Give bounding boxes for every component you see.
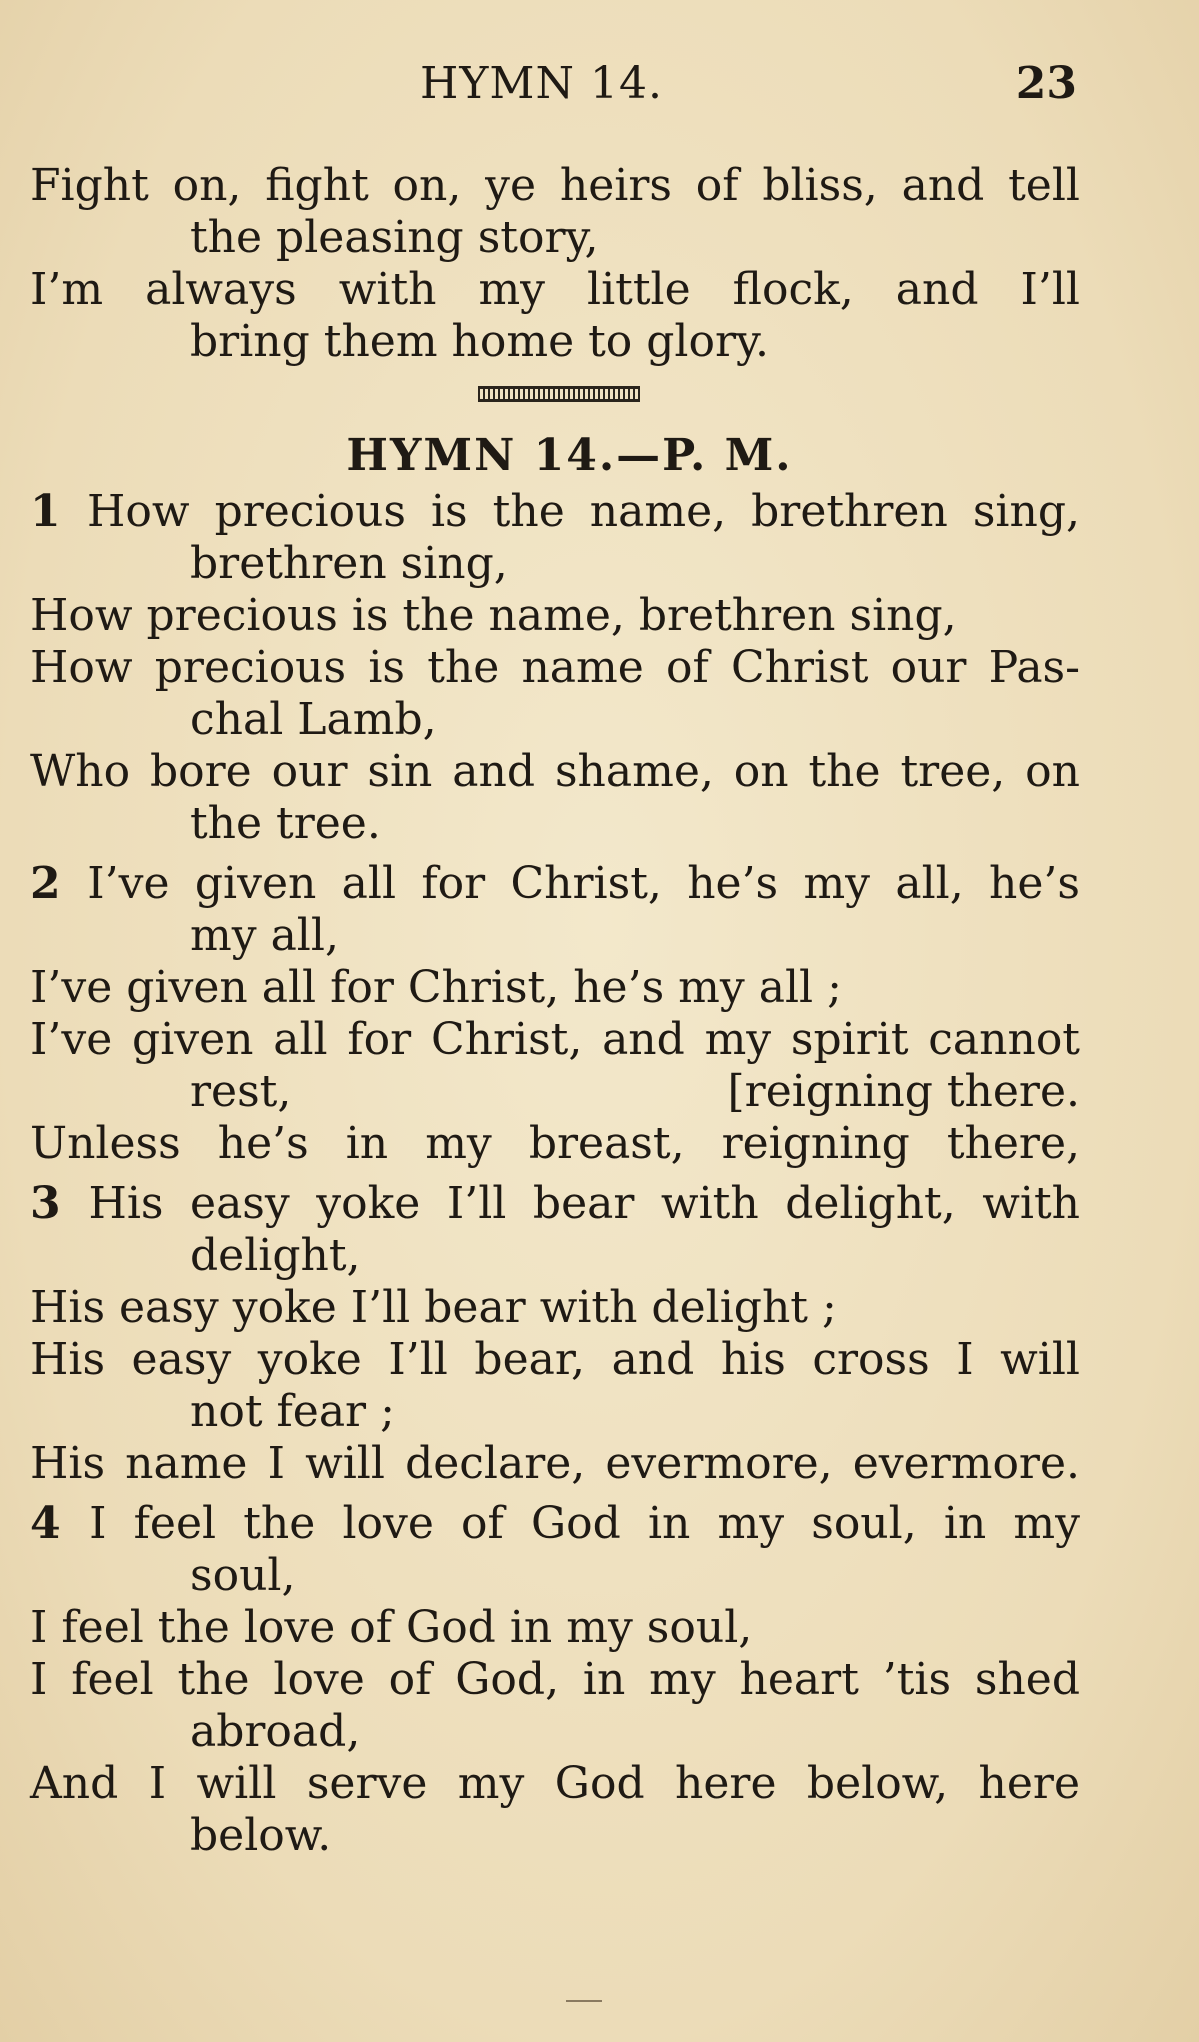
text-line bbox=[30, 1706, 1080, 1758]
line-text: I feel the love of God, in my heart ’tis shed bbox=[30, 1654, 1080, 1705]
line-text: not fear ; bbox=[190, 1386, 395, 1437]
line-text: His easy yoke I’ll bear, and his cross I will bbox=[30, 1334, 1080, 1385]
text-line bbox=[30, 1498, 1080, 1550]
line-text: I’m always with my little flock, and I’ll bbox=[30, 264, 1080, 315]
line-text: I feel the love of God in my soul, in my bbox=[89, 1498, 1080, 1549]
line-text: I feel the love of God in my soul, bbox=[30, 1602, 753, 1653]
text-line bbox=[30, 962, 1080, 1014]
line-text: His easy yoke I’ll bear with delight ; bbox=[30, 1282, 837, 1333]
line-text: I’ve given all for Christ, he’s my all ; bbox=[30, 962, 842, 1013]
line-text: His name I will declare, evermore, evermore. bbox=[30, 1438, 1080, 1489]
text-line bbox=[30, 1438, 1080, 1490]
text-line bbox=[30, 160, 1080, 212]
bracket-continuation: [reigning there. bbox=[727, 1066, 1080, 1117]
text-line bbox=[30, 316, 1080, 368]
text-line bbox=[30, 1550, 1080, 1602]
line-text: chal Lamb, bbox=[190, 694, 437, 745]
text-line bbox=[30, 1602, 1080, 1654]
line-text: below. bbox=[190, 1810, 332, 1861]
text-line bbox=[30, 590, 1080, 642]
line-text: Unless he’s in my breast, reigning there, bbox=[30, 1118, 1080, 1169]
line-text: the tree. bbox=[190, 798, 381, 849]
text-line bbox=[30, 694, 1080, 746]
page-header bbox=[0, 58, 1199, 118]
text-line bbox=[30, 1758, 1080, 1810]
line-text: my all, bbox=[190, 910, 339, 961]
verse-1 bbox=[30, 486, 1080, 850]
text-line bbox=[30, 1014, 1080, 1066]
line-text: How precious is the name, brethren sing, bbox=[87, 486, 1080, 537]
line-text: delight, bbox=[190, 1230, 361, 1281]
text-line bbox=[30, 798, 1080, 850]
text-line bbox=[30, 858, 1080, 910]
line-text: soul, bbox=[190, 1550, 296, 1601]
verse-2 bbox=[30, 858, 1080, 1170]
text-line bbox=[30, 1282, 1080, 1334]
line-text: Fight on, fight on, ye heirs of bliss, and tell bbox=[30, 160, 1080, 211]
text-line bbox=[30, 486, 1080, 538]
line-text: rest, bbox=[190, 1066, 292, 1117]
line-text: How precious is the name, brethren sing, bbox=[30, 590, 957, 641]
verse-number: 3 bbox=[30, 1178, 89, 1229]
line-text: I’ve given all for Christ, and my spirit cannot bbox=[30, 1014, 1080, 1065]
text-line bbox=[30, 1230, 1080, 1282]
verse-4 bbox=[30, 1498, 1080, 1862]
line-text: I’ve given all for Christ, he’s my all, he’s bbox=[87, 858, 1081, 909]
text-line bbox=[30, 212, 1080, 264]
line-text: And I will serve my God here below, here bbox=[30, 1758, 1080, 1809]
text-line bbox=[30, 1386, 1080, 1438]
line-text: abroad, bbox=[190, 1706, 361, 1757]
line-text: His easy yoke I’ll bear with delight, with bbox=[88, 1178, 1080, 1229]
line-text: bring them home to glory. bbox=[190, 316, 770, 367]
verse-number: 4 bbox=[30, 1498, 90, 1549]
text-line bbox=[30, 264, 1080, 316]
verse-number: 2 bbox=[30, 858, 88, 909]
line-text: How precious is the name of Christ our Pas- bbox=[30, 642, 1080, 693]
page-number: 23 bbox=[1015, 58, 1077, 109]
text-line bbox=[30, 642, 1080, 694]
line-text: the pleasing story, bbox=[190, 212, 599, 263]
running-title: HYMN 14. bbox=[420, 58, 663, 109]
text-line bbox=[30, 910, 1080, 962]
text-line bbox=[30, 746, 1080, 798]
text-line bbox=[30, 538, 1080, 590]
text-line bbox=[30, 1066, 1080, 1118]
text-line bbox=[30, 1810, 1080, 1862]
text-line bbox=[30, 1118, 1080, 1170]
text-line bbox=[30, 1654, 1080, 1706]
line-text: brethren sing, bbox=[190, 538, 508, 589]
line-text: Who bore our sin and shame, on the tree, on bbox=[30, 746, 1080, 797]
hymn-verses bbox=[30, 486, 1080, 1862]
footer-dash bbox=[566, 2000, 602, 2002]
previous-hymn-ending bbox=[30, 160, 1080, 368]
verse-3 bbox=[30, 1178, 1080, 1490]
text-line bbox=[30, 1178, 1080, 1230]
section-divider-rule bbox=[478, 386, 640, 402]
hymn-heading: HYMN 14.—P. M. bbox=[346, 430, 793, 481]
text-line bbox=[30, 1334, 1080, 1386]
verse-number: 1 bbox=[30, 486, 87, 537]
